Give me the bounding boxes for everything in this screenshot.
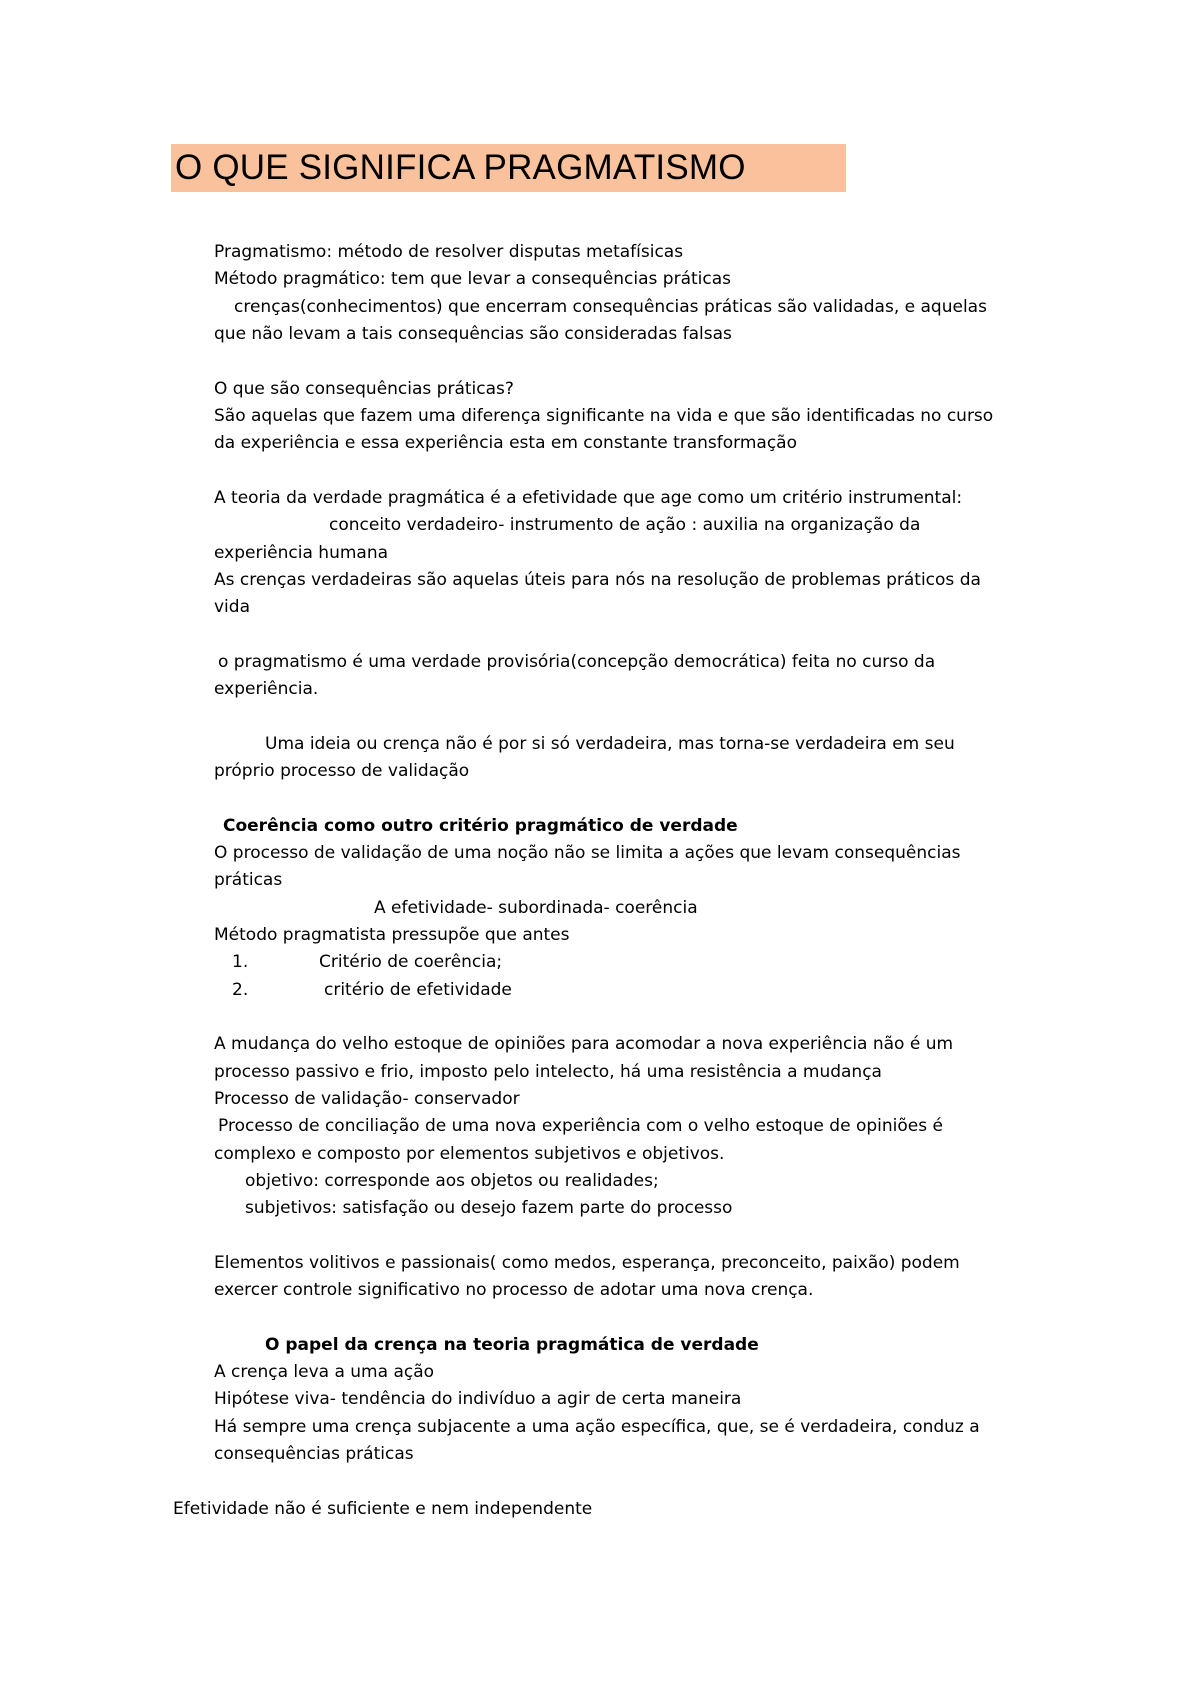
text-line: Efetividade não é suficiente e nem independente xyxy=(173,1499,593,1519)
text-line: crenças(conhecimentos) que encerram consequências práticas são validadas, e aquelas xyxy=(234,297,987,317)
text-line: próprio processo de validação xyxy=(214,761,470,781)
text-line: vida xyxy=(214,597,250,617)
page-title: O QUE SIGNIFICA PRAGMATISMO xyxy=(175,148,746,187)
text-line: O que são consequências práticas? xyxy=(214,379,514,399)
text-line: Processo de conciliação de uma nova experiência com o velho estoque de opiniões é xyxy=(218,1116,943,1136)
text-line: O processo de validação de uma noção não se limita a ações que levam consequências xyxy=(214,843,961,863)
section-heading: Coerência como outro critério pragmático de verdade xyxy=(223,816,738,836)
text-line: Elementos volitivos e passionais( como medos, esperança, preconceito, paixão) podem xyxy=(214,1253,960,1273)
section-heading: O papel da crença na teoria pragmática de verdade xyxy=(265,1335,759,1355)
text-line: o pragmatismo é uma verdade provisória(concepção democrática) feita no curso da xyxy=(218,652,936,672)
text-line: práticas xyxy=(214,870,283,890)
text-line: A mudança do velho estoque de opiniões para acomodar a nova experiência não é um xyxy=(214,1034,954,1054)
text-line: Hipótese viva- tendência do indivíduo a agir de certa maneira xyxy=(214,1389,742,1409)
text-line: A efetividade- subordinada- coerência xyxy=(374,898,698,918)
text-line: Há sempre uma crença subjacente a uma ação específica, que, se é verdadeira, conduz a xyxy=(214,1417,980,1437)
text-line: subjetivos: satisfação ou desejo fazem parte do processo xyxy=(245,1198,733,1218)
text-line: exercer controle significativo no processo de adotar uma nova crença. xyxy=(214,1280,814,1300)
text-line: da experiência e essa experiência esta em constante transformação xyxy=(214,433,797,453)
text-line: objetivo: corresponde aos objetos ou realidades; xyxy=(245,1171,659,1191)
text-line: Uma ideia ou crença não é por si só verdadeira, mas torna-se verdadeira em seu xyxy=(265,734,955,754)
text-line: As crenças verdadeiras são aquelas úteis para nós na resolução de problemas práticos da xyxy=(214,570,981,590)
text-line: A crença leva a uma ação xyxy=(214,1362,435,1382)
list-number: 2. xyxy=(232,980,249,1000)
text-line: Método pragmatista pressupõe que antes xyxy=(214,925,570,945)
text-line: conceito verdadeiro- instrumento de ação : auxilia na organização da xyxy=(329,515,921,535)
text-line: experiência humana xyxy=(214,543,389,563)
text-line: Método pragmático: tem que levar a consequências práticas xyxy=(214,269,732,289)
text-line: experiência. xyxy=(214,679,319,699)
text-line: consequências práticas xyxy=(214,1444,414,1464)
text-line: Pragmatismo: método de resolver disputas metafísicas xyxy=(214,242,684,262)
text-line: A teoria da verdade pragmática é a efetividade que age como um critério instrumental: xyxy=(214,488,963,508)
text-line: São aquelas que fazem uma diferença significante na vida e que são identificadas no curso xyxy=(214,406,994,426)
text-line: Processo de validação- conservador xyxy=(214,1089,520,1109)
text-line: processo passivo e frio, imposto pelo intelecto, há uma resistência a mudança xyxy=(214,1062,882,1082)
title-highlight xyxy=(171,144,846,192)
text-line: que não levam a tais consequências são consideradas falsas xyxy=(214,324,732,344)
list-item: Critério de coerência; xyxy=(319,952,503,972)
list-item: critério de efetividade xyxy=(324,980,512,1000)
list-number: 1. xyxy=(232,952,249,972)
text-line: complexo e composto por elementos subjetivos e objetivos. xyxy=(214,1144,725,1164)
